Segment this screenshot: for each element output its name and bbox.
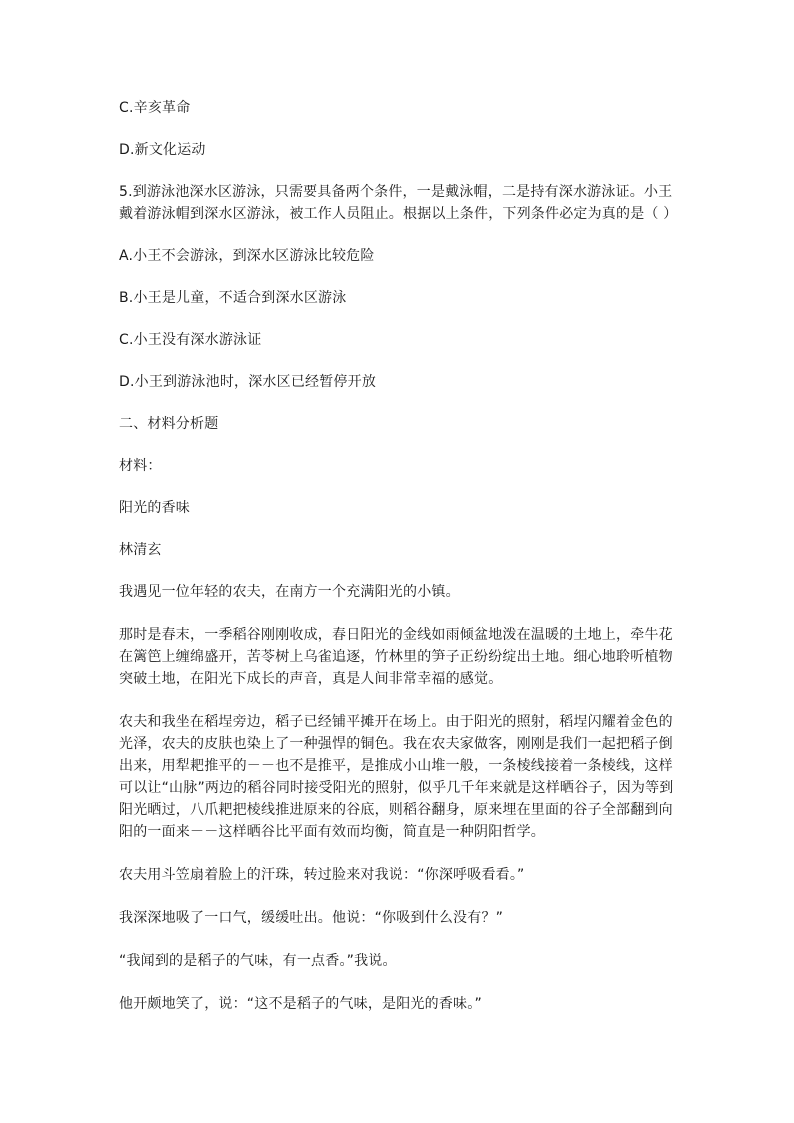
paragraph: 农夫和我坐在稻埕旁边，稻子已经铺平摊开在场上。由于阳光的照射，稻埕闪耀着金色的光泽，农夫的皮肤也染上了一种强悍的铜色。我在农夫家做客，刚刚是我们一起把稻子倒出来，用犁耙推平的－－也不是推平，是推成小山堆一般，一条棱线接着一条棱线，这样可以让“山脉”两边的稻谷同时接受阳光的照射，似乎几千年来就是这样晒谷子，因为等到阳光晒过，八爪耙把棱线推进原来的谷底，则稻谷翻身，原来埋在里面的谷子全部翻到向阳的一面来－－这样晒谷比平面有效而均衡，简直是一种阴阳哲学。 bbox=[119, 714, 674, 840]
q4-option-c: C.辛亥革命 bbox=[119, 100, 191, 116]
material-label: 材料： bbox=[119, 458, 162, 474]
q5-option-a: A.小王不会游泳，到深水区游泳比较危险 bbox=[119, 248, 375, 264]
section-heading: 二、材料分析题 bbox=[119, 416, 219, 432]
paragraph: 我遇见一位年轻的农夫，在南方一个充满阳光的小镇。 bbox=[119, 584, 460, 600]
paragraph: 农夫用斗笠扇着脸上的汗珠，转过脸来对我说：“你深呼吸看看。” bbox=[119, 867, 525, 883]
paragraph: 那时是春末，一季稻谷刚刚收成，春日阳光的金线如雨倾盆地泼在温暖的土地上，牵牛花在篱笆上缠绵盛开，苦苓树上乌雀追逐，竹林里的笋子正纷纷绽出土地。细心地聆听植物突破土地，在阳光下成长的声音，真是人间非常幸福的感觉。 bbox=[119, 627, 673, 687]
document-page bbox=[119, 97, 679, 1036]
q5-option-b: B.小王是儿童，不适合到深水区游泳 bbox=[119, 290, 347, 306]
paragraph: 他开颇地笑了，说：“这不是稻子的气味，是阳光的香味。” bbox=[119, 996, 482, 1012]
paragraph: “我闻到的是稻子的气味，有一点香。”我说。 bbox=[119, 953, 397, 969]
q4-option-d: D.新文化运动 bbox=[119, 142, 206, 158]
q5-stem: 5.到游泳池深水区游泳，只需要具备两个条件，一是戴泳帽，二是持有深水游泳证。小王戴着游泳帽到深水区游泳，被工作人员阻止。根据以上条件，下列条件必定为真的是（ ） bbox=[119, 184, 678, 222]
q5-option-c: C.小王没有深水游泳证 bbox=[119, 332, 262, 348]
paragraph: 我深深地吸了一口气，缓缓吐出。他说：“你吸到什么没有？” bbox=[119, 910, 504, 926]
q5-option-d: D.小王到游泳池时，深水区已经暂停开放 bbox=[119, 374, 377, 390]
article-author: 林清玄 bbox=[119, 542, 162, 558]
article-title: 阳光的香味 bbox=[119, 500, 190, 516]
